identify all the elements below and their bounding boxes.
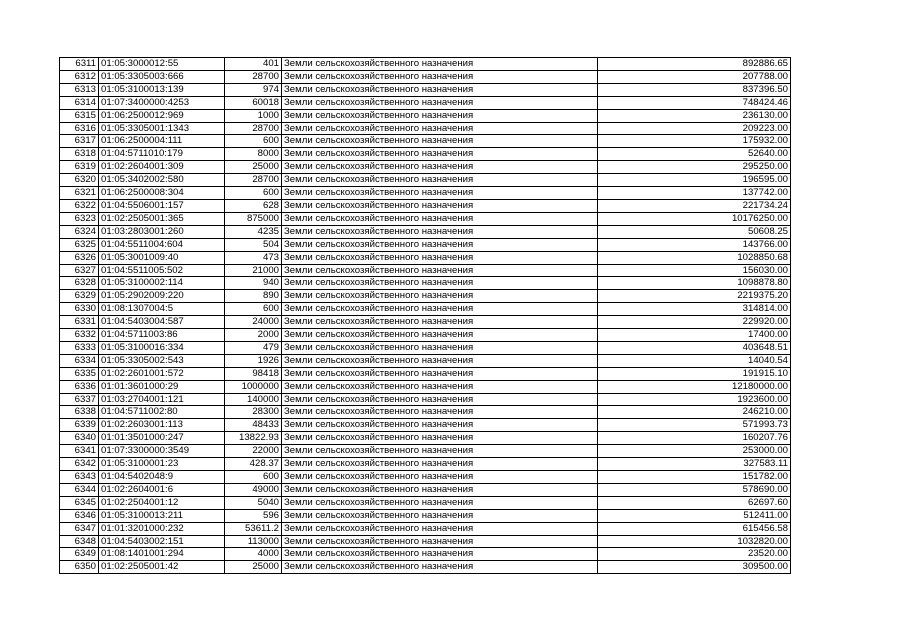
cadastral-value-cell: 314814.00 (598, 303, 791, 316)
table-row (60, 432, 791, 445)
area-cell: 28700 (225, 174, 282, 187)
land-category-cell: Земли сельскохозяйственного назначения (282, 354, 598, 367)
table-row (60, 109, 791, 122)
row-number-cell: 6339 (60, 419, 99, 432)
row-number-cell: 6333 (60, 341, 99, 354)
row-number-cell: 6345 (60, 496, 99, 509)
table-row (60, 96, 791, 109)
land-plots-table (59, 57, 791, 574)
cadastral-number-cell: 01:05:3100013:211 (99, 509, 225, 522)
table-row (60, 58, 791, 71)
cadastral-value-cell: 151782.00 (598, 471, 791, 484)
row-number-cell: 6338 (60, 406, 99, 419)
land-category-cell: Земли сельскохозяйственного назначения (282, 238, 598, 251)
cadastral-number-cell: 01:08:1401001:294 (99, 548, 225, 561)
area-cell: 113000 (225, 535, 282, 548)
area-cell: 890 (225, 290, 282, 303)
area-cell: 24000 (225, 316, 282, 329)
area-cell: 600 (225, 187, 282, 200)
cadastral-value-cell: 512411.00 (598, 509, 791, 522)
cadastral-value-cell: 571993.73 (598, 419, 791, 432)
land-category-cell: Земли сельскохозяйственного назначения (282, 96, 598, 109)
cadastral-number-cell: 01:06:2500004:111 (99, 135, 225, 148)
area-cell: 28700 (225, 70, 282, 83)
cadastral-value-cell: 236130.00 (598, 109, 791, 122)
cadastral-value-cell: 143766.00 (598, 238, 791, 251)
area-cell: 940 (225, 277, 282, 290)
land-category-cell: Земли сельскохозяйственного назначения (282, 432, 598, 445)
area-cell: 600 (225, 135, 282, 148)
cadastral-number-cell: 01:05:3100013:139 (99, 83, 225, 96)
table-row (60, 561, 791, 574)
cadastral-number-cell: 01:04:5402048:9 (99, 471, 225, 484)
land-category-cell: Земли сельскохозяйственного назначения (282, 329, 598, 342)
area-cell: 49000 (225, 483, 282, 496)
area-cell: 25000 (225, 161, 282, 174)
cadastral-number-cell: 01:02:2505001:365 (99, 212, 225, 225)
cadastral-value-cell: 62697.60 (598, 496, 791, 509)
row-number-cell: 6347 (60, 522, 99, 535)
cadastral-value-cell: 196595.00 (598, 174, 791, 187)
table-row (60, 380, 791, 393)
land-category-cell: Земли сельскохозяйственного назначения (282, 264, 598, 277)
area-cell: 22000 (225, 445, 282, 458)
row-number-cell: 6323 (60, 212, 99, 225)
cadastral-number-cell: 01:03:2704001:121 (99, 393, 225, 406)
cadastral-number-cell: 01:02:2601001:572 (99, 367, 225, 380)
cadastral-number-cell: 01:05:2902009:220 (99, 290, 225, 303)
land-category-cell: Земли сельскохозяйственного назначения (282, 122, 598, 135)
cadastral-value-cell: 209223.00 (598, 122, 791, 135)
row-number-cell: 6326 (60, 251, 99, 264)
cadastral-number-cell: 01:05:3305001:1343 (99, 122, 225, 135)
cadastral-value-cell: 191915.10 (598, 367, 791, 380)
row-number-cell: 6314 (60, 96, 99, 109)
land-category-cell: Земли сельскохозяйственного назначения (282, 406, 598, 419)
cadastral-value-cell: 1923600.00 (598, 393, 791, 406)
table-row (60, 316, 791, 329)
table-row (60, 212, 791, 225)
row-number-cell: 6317 (60, 135, 99, 148)
table-row (60, 83, 791, 96)
table-row (60, 225, 791, 238)
cadastral-value-cell: 1032820.00 (598, 535, 791, 548)
cadastral-number-cell: 01:05:3305003:666 (99, 70, 225, 83)
table-row (60, 290, 791, 303)
cadastral-value-cell: 156030.00 (598, 264, 791, 277)
table-row (60, 70, 791, 83)
row-number-cell: 6316 (60, 122, 99, 135)
table-body (60, 58, 791, 574)
cadastral-value-cell: 160207.76 (598, 432, 791, 445)
cadastral-number-cell: 01:01:3501000:247 (99, 432, 225, 445)
area-cell: 428.37 (225, 458, 282, 471)
row-number-cell: 6328 (60, 277, 99, 290)
area-cell: 5040 (225, 496, 282, 509)
area-cell: 596 (225, 509, 282, 522)
area-cell: 628 (225, 199, 282, 212)
row-number-cell: 6311 (60, 58, 99, 71)
row-number-cell: 6324 (60, 225, 99, 238)
cadastral-number-cell: 01:04:5403002:151 (99, 535, 225, 548)
row-number-cell: 6312 (60, 70, 99, 83)
row-number-cell: 6322 (60, 199, 99, 212)
cadastral-number-cell: 01:05:3000012:55 (99, 58, 225, 71)
area-cell: 8000 (225, 148, 282, 161)
land-category-cell: Земли сельскохозяйственного назначения (282, 316, 598, 329)
row-number-cell: 6346 (60, 509, 99, 522)
table-row (60, 458, 791, 471)
land-category-cell: Земли сельскохозяйственного назначения (282, 251, 598, 264)
land-category-cell: Земли сельскохозяйственного назначения (282, 419, 598, 432)
row-number-cell: 6321 (60, 187, 99, 200)
table-row (60, 496, 791, 509)
land-category-cell: Земли сельскохозяйственного назначения (282, 212, 598, 225)
area-cell: 4000 (225, 548, 282, 561)
cadastral-value-cell: 403648.51 (598, 341, 791, 354)
cadastral-value-cell: 309500.00 (598, 561, 791, 574)
land-category-cell: Земли сельскохозяйственного назначения (282, 83, 598, 96)
land-category-cell: Земли сельскохозяйственного назначения (282, 561, 598, 574)
table-row (60, 187, 791, 200)
table-row (60, 264, 791, 277)
land-category-cell: Земли сельскохозяйственного назначения (282, 303, 598, 316)
cadastral-value-cell: 253000.00 (598, 445, 791, 458)
table-row (60, 483, 791, 496)
cadastral-value-cell: 615456.58 (598, 522, 791, 535)
land-category-cell: Земли сельскохозяйственного назначения (282, 109, 598, 122)
cadastral-value-cell: 578690.00 (598, 483, 791, 496)
land-category-cell: Земли сельскохозяйственного назначения (282, 367, 598, 380)
table-row (60, 251, 791, 264)
row-number-cell: 6336 (60, 380, 99, 393)
table-row (60, 367, 791, 380)
area-cell: 48433 (225, 419, 282, 432)
cadastral-value-cell: 892886.65 (598, 58, 791, 71)
cadastral-value-cell: 748424.46 (598, 96, 791, 109)
cadastral-number-cell: 01:02:2604001:6 (99, 483, 225, 496)
cadastral-number-cell: 01:04:5711003:86 (99, 329, 225, 342)
area-cell: 28700 (225, 122, 282, 135)
cadastral-number-cell: 01:04:5711010:179 (99, 148, 225, 161)
land-category-cell: Земли сельскохозяйственного назначения (282, 148, 598, 161)
land-category-cell: Земли сельскохозяйственного назначения (282, 548, 598, 561)
area-cell: 479 (225, 341, 282, 354)
cadastral-number-cell: 01:05:3100002:114 (99, 277, 225, 290)
area-cell: 875000 (225, 212, 282, 225)
cadastral-value-cell: 23520.00 (598, 548, 791, 561)
table-row (60, 354, 791, 367)
cadastral-value-cell: 221734.24 (598, 199, 791, 212)
row-number-cell: 6318 (60, 148, 99, 161)
area-cell: 473 (225, 251, 282, 264)
row-number-cell: 6332 (60, 329, 99, 342)
cadastral-value-cell: 17400.00 (598, 329, 791, 342)
area-cell: 140000 (225, 393, 282, 406)
cadastral-value-cell: 837396.50 (598, 83, 791, 96)
area-cell: 25000 (225, 561, 282, 574)
table-row (60, 329, 791, 342)
row-number-cell: 6335 (60, 367, 99, 380)
area-cell: 974 (225, 83, 282, 96)
table-row (60, 199, 791, 212)
cadastral-value-cell: 207788.00 (598, 70, 791, 83)
cadastral-number-cell: 01:08:1307004:5 (99, 303, 225, 316)
cadastral-value-cell: 246210.00 (598, 406, 791, 419)
land-category-cell: Земли сельскохозяйственного назначения (282, 509, 598, 522)
land-category-cell: Земли сельскохозяйственного назначения (282, 199, 598, 212)
table-row (60, 445, 791, 458)
cadastral-number-cell: 01:02:2603001:113 (99, 419, 225, 432)
cadastral-value-cell: 1028850.68 (598, 251, 791, 264)
cadastral-number-cell: 01:01:3601000:29 (99, 380, 225, 393)
cadastral-number-cell: 01:05:3100016:334 (99, 341, 225, 354)
cadastral-number-cell: 01:05:3402002:580 (99, 174, 225, 187)
row-number-cell: 6343 (60, 471, 99, 484)
area-cell: 4235 (225, 225, 282, 238)
cadastral-value-cell: 50608.25 (598, 225, 791, 238)
area-cell: 13822.93 (225, 432, 282, 445)
area-cell: 1000 (225, 109, 282, 122)
table-row (60, 341, 791, 354)
cadastral-value-cell: 10176250.00 (598, 212, 791, 225)
area-cell: 98418 (225, 367, 282, 380)
cadastral-value-cell: 229920.00 (598, 316, 791, 329)
row-number-cell: 6329 (60, 290, 99, 303)
land-category-cell: Земли сельскохозяйственного назначения (282, 58, 598, 71)
land-category-cell: Земли сельскохозяйственного назначения (282, 445, 598, 458)
table-row (60, 161, 791, 174)
table-row (60, 535, 791, 548)
land-category-cell: Земли сельскохозяйственного назначения (282, 174, 598, 187)
cadastral-value-cell: 327583.11 (598, 458, 791, 471)
area-cell: 1926 (225, 354, 282, 367)
cadastral-number-cell: 01:04:5511005:502 (99, 264, 225, 277)
cadastral-value-cell: 137742.00 (598, 187, 791, 200)
land-category-cell: Земли сельскохозяйственного назначения (282, 161, 598, 174)
area-cell: 401 (225, 58, 282, 71)
area-cell: 2000 (225, 329, 282, 342)
table-row (60, 522, 791, 535)
row-number-cell: 6320 (60, 174, 99, 187)
cadastral-number-cell: 01:04:5403004:587 (99, 316, 225, 329)
land-category-cell: Земли сельскохозяйственного назначения (282, 277, 598, 290)
cadastral-number-cell: 01:02:2604001:309 (99, 161, 225, 174)
land-category-cell: Земли сельскохозяйственного назначения (282, 135, 598, 148)
table-row (60, 148, 791, 161)
table-row (60, 471, 791, 484)
land-category-cell: Земли сельскохозяйственного назначения (282, 496, 598, 509)
land-category-cell: Земли сельскохозяйственного назначения (282, 483, 598, 496)
table-row (60, 238, 791, 251)
cadastral-number-cell: 01:05:3305002:543 (99, 354, 225, 367)
row-number-cell: 6331 (60, 316, 99, 329)
cadastral-number-cell: 01:06:2500012:969 (99, 109, 225, 122)
table-row (60, 419, 791, 432)
cadastral-number-cell: 01:07:3300000:3549 (99, 445, 225, 458)
land-category-cell: Земли сельскохозяйственного назначения (282, 187, 598, 200)
row-number-cell: 6350 (60, 561, 99, 574)
table-row (60, 277, 791, 290)
row-number-cell: 6349 (60, 548, 99, 561)
area-cell: 21000 (225, 264, 282, 277)
table-row (60, 406, 791, 419)
table-row (60, 509, 791, 522)
cadastral-number-cell: 01:03:2803001:260 (99, 225, 225, 238)
area-cell: 600 (225, 303, 282, 316)
land-category-cell: Земли сельскохозяйственного назначения (282, 290, 598, 303)
cadastral-number-cell: 01:01:3201000:232 (99, 522, 225, 535)
land-category-cell: Земли сельскохозяйственного назначения (282, 225, 598, 238)
row-number-cell: 6337 (60, 393, 99, 406)
area-cell: 28300 (225, 406, 282, 419)
cadastral-value-cell: 14040.54 (598, 354, 791, 367)
cadastral-number-cell: 01:04:5711002:80 (99, 406, 225, 419)
land-category-cell: Земли сельскохозяйственного назначения (282, 471, 598, 484)
land-category-cell: Земли сельскохозяйственного назначения (282, 522, 598, 535)
row-number-cell: 6315 (60, 109, 99, 122)
area-cell: 1000000 (225, 380, 282, 393)
cadastral-number-cell: 01:04:5506001:157 (99, 199, 225, 212)
cadastral-number-cell: 01:05:3100001:23 (99, 458, 225, 471)
row-number-cell: 6325 (60, 238, 99, 251)
cadastral-value-cell: 175932.00 (598, 135, 791, 148)
area-cell: 504 (225, 238, 282, 251)
area-cell: 53611.2 (225, 522, 282, 535)
cadastral-number-cell: 01:07:3400000:4253 (99, 96, 225, 109)
cadastral-value-cell: 1098878.80 (598, 277, 791, 290)
land-category-cell: Земли сельскохозяйственного назначения (282, 458, 598, 471)
land-category-cell: Земли сельскохозяйственного назначения (282, 393, 598, 406)
land-category-cell: Земли сельскохозяйственного назначения (282, 341, 598, 354)
row-number-cell: 6330 (60, 303, 99, 316)
table-row (60, 548, 791, 561)
land-category-cell: Земли сельскохозяйственного назначения (282, 380, 598, 393)
cadastral-number-cell: 01:02:2505001:42 (99, 561, 225, 574)
table-row (60, 303, 791, 316)
land-category-cell: Земли сельскохозяйственного назначения (282, 535, 598, 548)
row-number-cell: 6327 (60, 264, 99, 277)
cadastral-number-cell: 01:05:3001009:40 (99, 251, 225, 264)
row-number-cell: 6340 (60, 432, 99, 445)
row-number-cell: 6342 (60, 458, 99, 471)
row-number-cell: 6348 (60, 535, 99, 548)
cadastral-number-cell: 01:02:2504001:12 (99, 496, 225, 509)
table-row (60, 122, 791, 135)
row-number-cell: 6313 (60, 83, 99, 96)
cadastral-value-cell: 12180000.00 (598, 380, 791, 393)
area-cell: 60018 (225, 96, 282, 109)
cadastral-number-cell: 01:04:5511004:604 (99, 238, 225, 251)
row-number-cell: 6344 (60, 483, 99, 496)
cadastral-value-cell: 2219375.20 (598, 290, 791, 303)
cadastral-number-cell: 01:06:2500008:304 (99, 187, 225, 200)
row-number-cell: 6334 (60, 354, 99, 367)
area-cell: 600 (225, 471, 282, 484)
row-number-cell: 6319 (60, 161, 99, 174)
row-number-cell: 6341 (60, 445, 99, 458)
cadastral-value-cell: 52640.00 (598, 148, 791, 161)
land-category-cell: Земли сельскохозяйственного назначения (282, 70, 598, 83)
table-row (60, 174, 791, 187)
table-row (60, 135, 791, 148)
table-row (60, 393, 791, 406)
cadastral-value-cell: 295250.00 (598, 161, 791, 174)
